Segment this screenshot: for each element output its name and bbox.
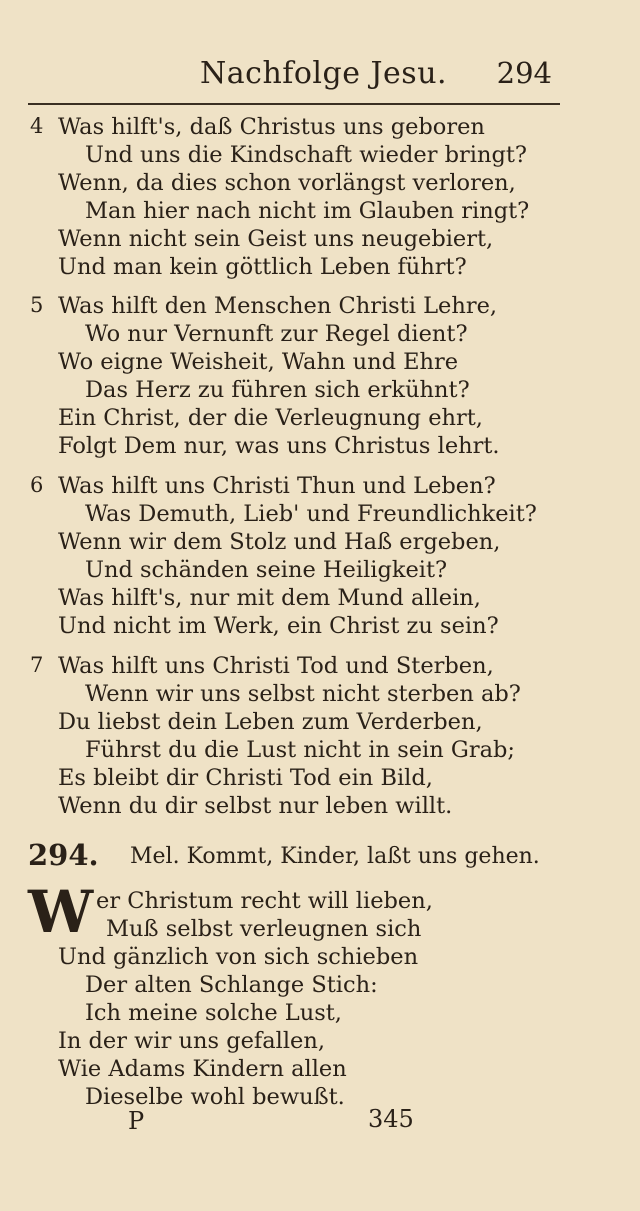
verse-line: Man hier nach nicht im Glauben ringt? bbox=[85, 198, 530, 224]
stanza-4 bbox=[30, 112, 590, 292]
stanza-7 bbox=[30, 651, 590, 831]
verse-line: Und schänden seine Heiligkeit? bbox=[85, 557, 448, 583]
verse-line: Was Demuth, Lieb' und Freundlichkeit? bbox=[85, 501, 537, 527]
verse-line: Führst du die Lust nicht in sein Grab; bbox=[85, 737, 516, 763]
verse-line: Ich meine solche Lust, bbox=[85, 1000, 342, 1026]
running-title: Nachfolge Jesu. bbox=[200, 56, 448, 91]
verse-line: Muß selbst verleugnen sich bbox=[106, 916, 422, 942]
stanza-number: 4 bbox=[30, 114, 44, 138]
stanza-6 bbox=[30, 471, 590, 651]
verse-line: er Christum recht will lieben, bbox=[96, 888, 433, 914]
verse-line: Was hilft's, daß Christus uns geboren bbox=[58, 114, 485, 140]
hymn-stanza-1 bbox=[30, 886, 590, 1110]
hymn-heading bbox=[28, 838, 608, 878]
header-rule bbox=[28, 103, 560, 105]
verse-line: In der wir uns gefallen, bbox=[58, 1028, 326, 1054]
stanza-number: 5 bbox=[30, 293, 44, 317]
verse-line: Was hilft uns Christi Thun und Leben? bbox=[58, 473, 496, 499]
verse-line: Wenn wir uns selbst nicht sterben ab? bbox=[85, 681, 521, 707]
verse-line: Und nicht im Werk, ein Christ zu sein? bbox=[58, 613, 499, 639]
melody-line: Mel. Kommt, Kinder, laßt uns gehen. bbox=[130, 844, 540, 869]
verse-line: Das Herz zu führen sich erkühnt? bbox=[85, 377, 470, 403]
verse-line: Wenn, da dies schon vorlängst verloren, bbox=[58, 170, 516, 196]
verse-line: Wo nur Vernunft zur Regel dient? bbox=[85, 321, 468, 347]
stanza-number: 6 bbox=[30, 473, 44, 497]
verse-line: Wo eigne Weisheit, Wahn und Ehre bbox=[58, 349, 459, 375]
verse-line: Und uns die Kindschaft wieder bringt? bbox=[85, 142, 527, 168]
verse-line: Was hilft's, nur mit dem Mund allein, bbox=[58, 585, 481, 611]
verse-line: Was hilft uns Christi Tod und Sterben, bbox=[58, 653, 494, 679]
verse-line: Wie Adams Kindern allen bbox=[58, 1056, 347, 1082]
stanza-number: 7 bbox=[30, 653, 44, 677]
verse-line: Was hilft den Menschen Christi Lehre, bbox=[58, 293, 498, 319]
verse-line: Wenn du dir selbst nur leben willt. bbox=[58, 793, 453, 819]
folio-number: 345 bbox=[368, 1105, 414, 1133]
verse-line: Ein Christ, der die Verleugnung ehrt, bbox=[58, 405, 483, 431]
verse-line: Und man kein göttlich Leben führt? bbox=[58, 254, 467, 280]
verse-line: Der alten Schlange Stich: bbox=[85, 972, 378, 998]
verse-line: Wenn wir dem Stolz und Haß ergeben, bbox=[58, 529, 501, 555]
stanza-5 bbox=[30, 291, 590, 471]
drop-cap: W bbox=[28, 878, 94, 946]
page-number: 294 bbox=[496, 56, 552, 90]
verse-line: Es bleibt dir Christi Tod ein Bild, bbox=[58, 765, 433, 791]
verse-line: Und gänzlich von sich schieben bbox=[58, 944, 419, 970]
verse-line: Du liebst dein Leben zum Verderben, bbox=[58, 709, 483, 735]
verse-line: Wenn nicht sein Geist uns neugebiert, bbox=[58, 226, 494, 252]
verse-line: Folgt Dem nur, was uns Christus lehrt. bbox=[58, 433, 500, 459]
running-header bbox=[0, 56, 640, 100]
hymn-number: 294. bbox=[28, 838, 99, 872]
signature-mark: P bbox=[128, 1107, 145, 1135]
verse-line: Dieselbe wohl bewußt. bbox=[85, 1084, 345, 1110]
